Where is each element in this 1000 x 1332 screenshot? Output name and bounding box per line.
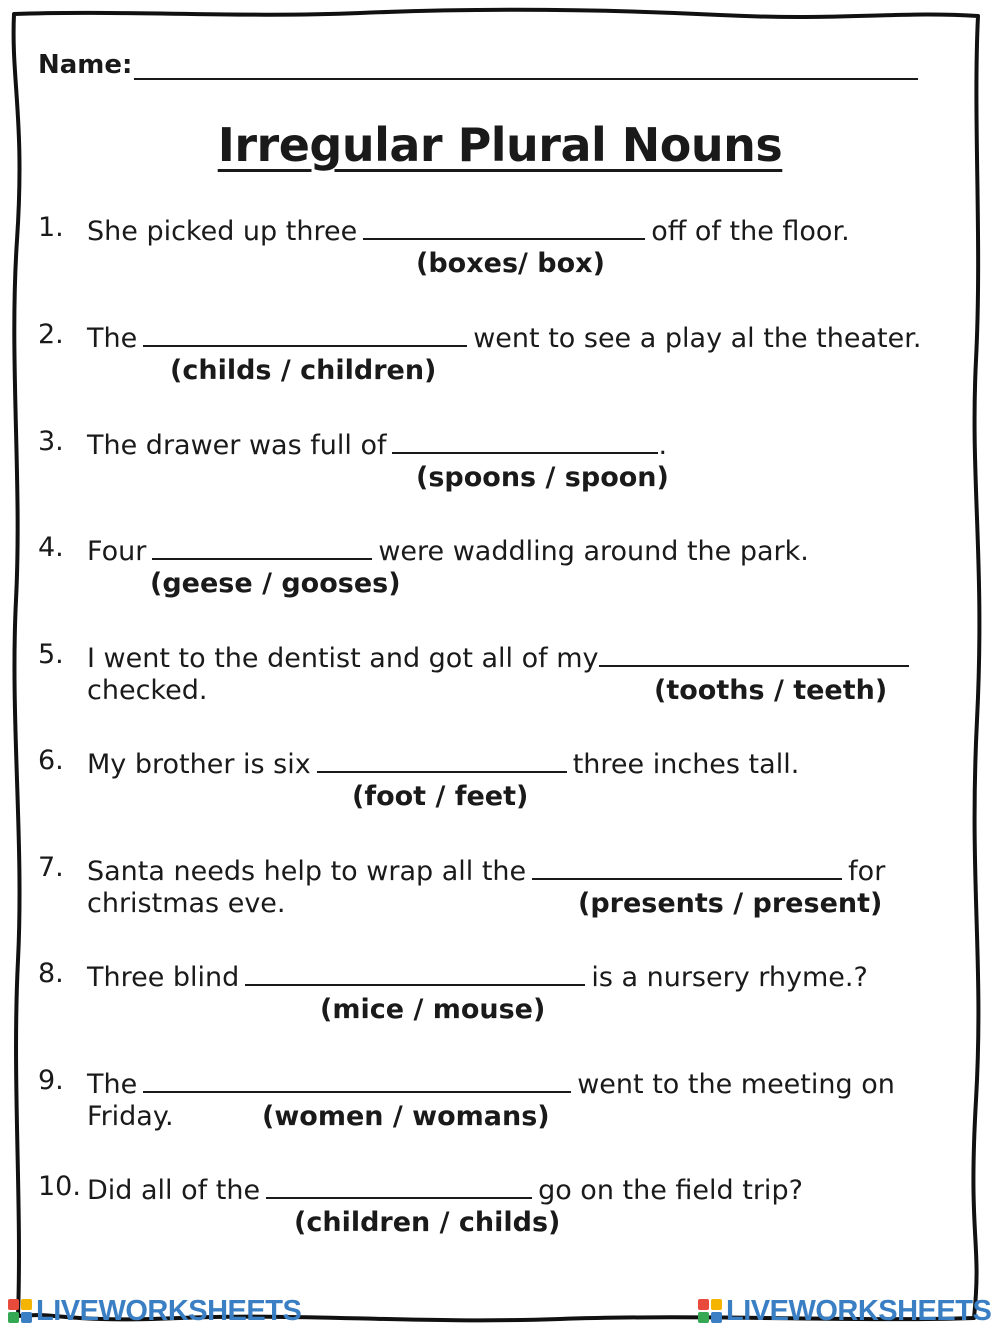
answer-blank[interactable] [245,958,585,986]
answer-blank[interactable] [317,745,567,773]
worksheet-title: Irregular Plural Nouns [217,118,783,172]
question-number: 5. [38,639,64,670]
question-text-after: off of the floor. [651,216,850,247]
answer-options: (mice / mouse) [320,994,546,1025]
question-text-after: for [848,856,886,887]
question-number: 10. [38,1171,81,1202]
answer-options: (spoons / spoon) [416,462,669,493]
answer-blank[interactable] [363,212,645,240]
answer-blank[interactable] [599,639,909,667]
answer-blank[interactable] [143,319,467,347]
question-text-after: go on the field trip? [538,1175,803,1206]
name-input-line[interactable] [134,52,918,80]
answer-options: (childs / children) [170,355,437,386]
mark-square-red [698,1299,709,1310]
liveworksheets-logo-left [8,1294,301,1328]
mark-square-blue [21,1312,32,1323]
question-number: 2. [38,319,64,350]
question-text-before: Santa needs help to wrap all the [87,856,527,887]
answer-options: (boxes/ box) [416,248,605,279]
mark-square-green [8,1312,19,1323]
question-text-after: three inches tall. [572,749,800,780]
question-text-after: went to the meeting on [577,1069,895,1100]
question-text-before: The [87,323,138,354]
question-text-before: Four [87,536,147,567]
question-number: 3. [38,426,64,457]
mark-square-yellow [21,1299,32,1310]
name-label: Name: [38,50,133,80]
answer-blank[interactable] [392,426,658,454]
mark-square-blue [711,1312,722,1323]
question-text-after: is a nursery rhyme.? [591,962,868,993]
mark-square-red [8,1299,19,1310]
answer-options: (tooths / teeth) [654,675,888,706]
question-text-before: The [87,1069,138,1100]
question-text-after: were waddling around the park. [378,536,809,567]
liveworksheets-mark-icon [8,1299,32,1323]
answer-blank[interactable] [532,852,842,880]
question-number: 4. [38,532,64,563]
question-text-line2: Friday. [87,1101,174,1132]
liveworksheets-text: LIVEWORKSHEETS [726,1294,992,1327]
question-text-after: went to see a play al the theater. [473,323,922,354]
answer-options: (children / childs) [294,1207,561,1238]
question-text-before: The drawer was full of [87,430,387,461]
answer-options: (foot / feet) [352,781,529,812]
answer-options: (presents / present) [578,888,883,919]
liveworksheets-mark-icon [698,1299,722,1323]
question-text-after: . [658,430,668,461]
question-number: 9. [38,1065,64,1096]
mark-square-green [698,1312,709,1323]
question-text-line2: checked. [87,675,208,706]
mark-square-yellow [711,1299,722,1310]
question-text-before: Did all of the [87,1175,261,1206]
liveworksheets-text: LIVEWORKSHEETS [36,1294,302,1327]
answer-options: (women / womans) [262,1101,550,1132]
answer-blank[interactable] [143,1065,571,1093]
question-number: 1. [38,212,64,243]
answer-options: (geese / gooses) [150,568,401,599]
question-number: 7. [38,852,64,883]
question-number: 8. [38,958,64,989]
question-text-before: My brother is six [87,749,311,780]
question-text-line2: christmas eve. [87,888,286,919]
question-text-before: She picked up three [87,216,358,247]
name-field [38,44,918,80]
question-text-before: I went to the dentist and got all of my [87,643,599,674]
question-text-before: Three blind [87,962,240,993]
question-number: 6. [38,745,64,776]
liveworksheets-logo-right [698,1294,991,1328]
answer-blank[interactable] [152,532,372,560]
answer-blank[interactable] [266,1171,532,1199]
